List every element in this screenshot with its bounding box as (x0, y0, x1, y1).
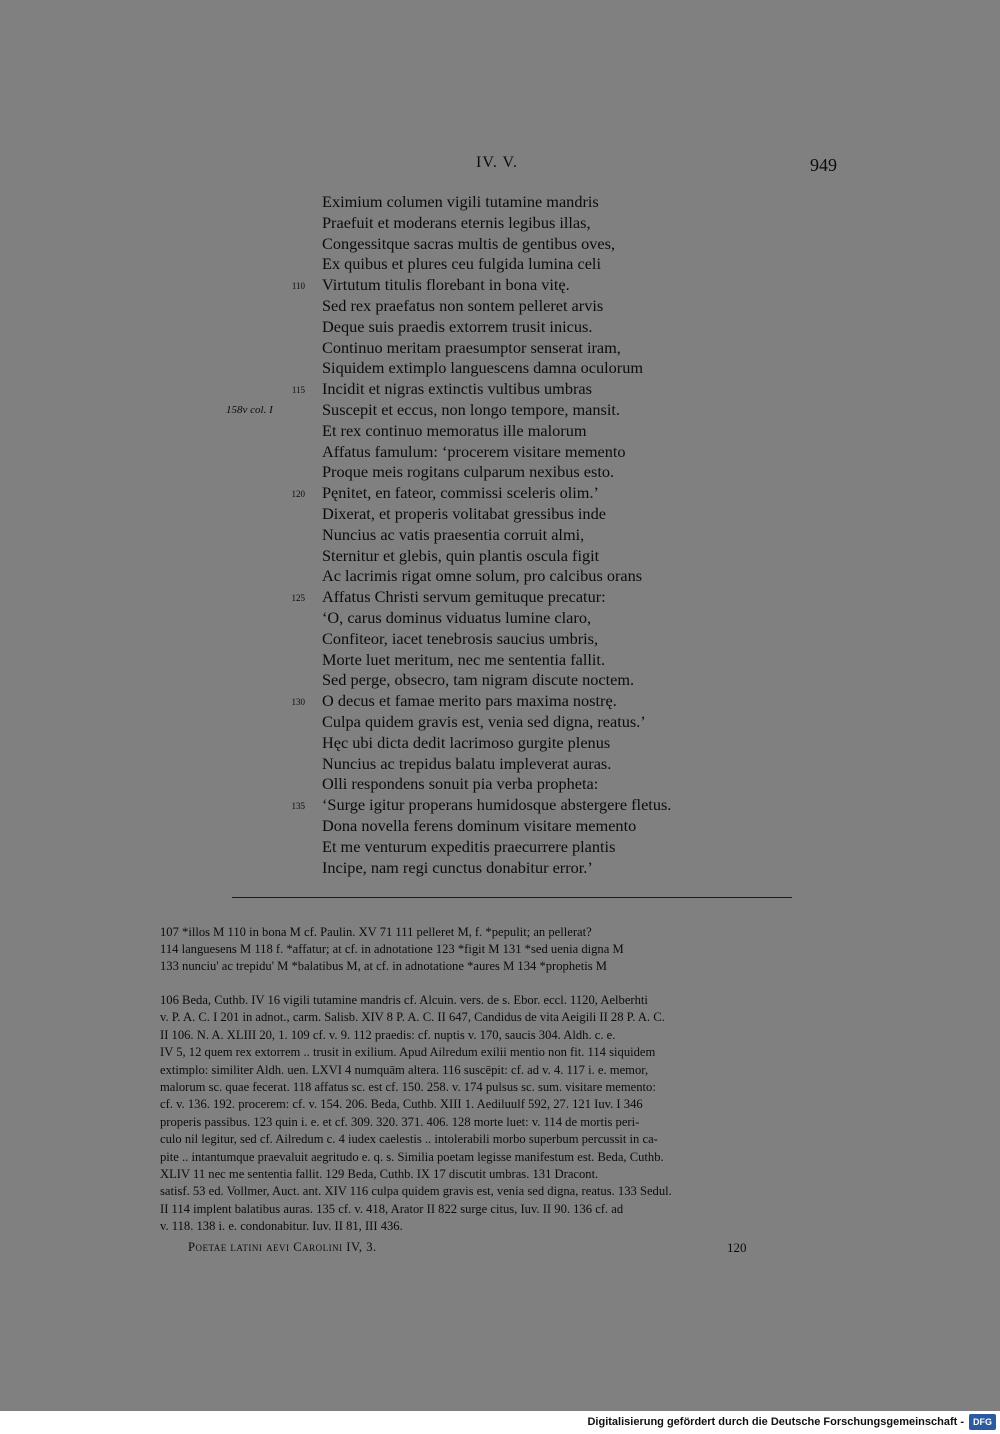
commentary-line: malorum sc. quae fecerat. 118 affatus sc. est cf. 150. 258. v. 174 pulsus sc. sum. visitare memento: (160, 1080, 656, 1095)
commentary-line: IV 5, 12 quem rex extorrem .. trusit in exilium. Apud Ailredum exilii mentio non fit. 114 siquidem (160, 1045, 656, 1060)
verse-text: Nuncius ac vatis praesentia corruit almi, (322, 524, 585, 544)
verse-line (322, 421, 822, 442)
line-number: 110 (291, 281, 305, 292)
commentary-line: pite .. intantumque praevaluit aegritudo e. q. s. Similia poetam legisse manifestum est. Beda, Cuthb. (160, 1149, 664, 1164)
verse-text: Sed perge, obsecro, tam nigram discute noctem. (322, 670, 635, 690)
verse-line (291, 795, 822, 816)
commentary-line: 106 Beda, Cuthb. IV 16 vigili tutamine mandris cf. Alcuin. vers. de s. Ebor. eccl. 1120, Aelberhti (160, 993, 648, 1007)
verse-line (291, 691, 822, 712)
commentary-line: culo nil legitur, sed cf. Ailredum c. 4 iudex caelestis .. intolerabili morbo superbum percussit in ca- (160, 1132, 658, 1147)
verse-line (322, 234, 822, 255)
apparatus-line: 107 *illos M 110 in bona M cf. Paulin. XV 71 111 pelleret M, f. *pepulit; an pellerat? (160, 925, 592, 939)
verse-line (322, 546, 822, 567)
verse-text: Incidit et nigras extinctis vultibus umbras (322, 379, 592, 399)
verse-text: Morte luet meritum, nec me sententia fallit. (322, 649, 606, 669)
verse-text: Affatus famulum: ‘procerem visitare memento (322, 441, 626, 461)
commentary-line: XLIV 11 nec me sententia fallit. 129 Beda, Cuthb. IX 17 discutit umbras. 131 Dracont. (160, 1167, 599, 1182)
dfg-logo: DFG (969, 1414, 996, 1430)
verse-text: Congessitque sacras multis de gentibus oves, (322, 233, 616, 253)
verse-text: Dona novella ferens dominum visitare memento (322, 815, 637, 835)
verse-text: Ex quibus et plures ceu fulgida lumina celi (322, 254, 601, 274)
verse-line (322, 192, 822, 213)
verse-line (322, 754, 822, 775)
verse-text: Confiteor, iacet tenebrosis saucius umbris, (322, 628, 599, 648)
line-number: 125 (291, 593, 305, 604)
commentary-line: v. 118. 138 i. e. condonabitur. Iuv. II 81, III 436. (160, 1219, 403, 1234)
verse-text: Siquidem extimplo languescens damna oculorum (322, 358, 644, 378)
critical-apparatus (160, 924, 835, 975)
verse-line (322, 358, 822, 379)
verse-text: Pęnitet, en fateor, commissi sceleris olim.’ (322, 483, 599, 503)
verse-line (322, 670, 822, 691)
commentary-notes (160, 992, 835, 1236)
verse-line (322, 442, 822, 463)
signature-line: Poetae latini aevi Carolini IV, 3. (188, 1240, 377, 1254)
verse-line (322, 650, 822, 671)
line-number: 115 (291, 385, 305, 396)
verse-text: Proque meis rogitans culparum nexibus esto. (322, 462, 615, 482)
verse-line (322, 338, 822, 359)
verse-text: Incipe, nam regi cunctus donabitur error.’ (322, 857, 593, 877)
verse-text: Culpa quidem gravis est, venia sed digna, reatus.’ (322, 711, 646, 731)
verse-text: Deque suis praedis extorrem trusit inicus. (322, 316, 593, 336)
verse-line (322, 296, 822, 317)
verse-text: Praefuit et moderans eternis legibus illas, (322, 212, 591, 232)
verse-line (291, 379, 822, 400)
verse-block (226, 192, 822, 878)
verse-line (322, 816, 822, 837)
commentary-line: extimplo: similiter Aldh. uen. LXVI 4 numquām altera. 116 suscēpit: cf. ad v. 4. 117 i. e. memor, (160, 1062, 649, 1077)
verse-line (322, 837, 822, 858)
page-number: 949 (810, 155, 837, 175)
verse-text: Olli respondens sonuit pia verba propheta: (322, 774, 599, 794)
commentary-line: II 114 implent balatibus auras. 135 cf. v. 418, Arator II 822 surge citus, Iuv. II 90. 136 cf. ad (160, 1201, 624, 1216)
signature-number: 120 (727, 1240, 747, 1255)
verse-text: Continuo meritam praesumptor senserat iram, (322, 337, 621, 357)
line-number: 130 (291, 697, 305, 708)
verse-line (322, 504, 822, 525)
line-number: 135 (291, 801, 305, 812)
verse-line (322, 254, 822, 275)
verse-line (291, 275, 822, 296)
verse-line (322, 213, 822, 234)
verse-text: Et rex continuo memoratus ille malorum (322, 420, 587, 440)
verse-text: Ac lacrimis rigat omne solum, pro calcibus orans (322, 566, 643, 586)
apparatus-line: 133 nunciu' ac trepidu' M *balatibus M, at cf. in adnotatione *aures M 134 *prophetis M (160, 959, 607, 973)
verse-line (322, 629, 822, 650)
verse-text: O decus et famae merito pars maxima nostrę. (322, 691, 617, 711)
verse-line (322, 608, 822, 629)
verse-text: Nuncius ac trepidus balatu impleverat auras. (322, 753, 612, 773)
margin-note: 158v col. I (226, 403, 273, 416)
verse-text: Suscepit et eccus, non longo tempore, mansit. (322, 399, 620, 419)
verse-line (291, 483, 822, 504)
footer-credit: Digitalisierung gefördert durch die Deutsche Forschungsgemeinschaft - (587, 1416, 964, 1428)
verse-text: ‘Surge igitur properans humidosque abstergere fletus. (322, 795, 672, 815)
verse-text: ‘O, carus dominus viduatus lumine claro, (322, 607, 592, 627)
verse-line (322, 712, 822, 733)
footer-bar (0, 1411, 1000, 1434)
verse-line (322, 858, 822, 879)
apparatus-line: 114 languesens M 118 f. *affatur; at cf. in adnotatione 123 *figit M 131 *sed uenia digna M (160, 942, 624, 956)
verse-line (226, 399, 822, 421)
verse-text: Virtutum titulis florebant in bona vitę. (322, 275, 570, 295)
verse-line (322, 774, 822, 795)
verse-text: Hęc ubi dicta dedit lacrimoso gurgite plenus (322, 732, 611, 752)
commentary-line: II 106. N. A. XLIII 20, 1. 109 cf. v. 9. 112 praedis: cf. nuptis v. 170, saucis 304. Aldh. c. e. (160, 1027, 616, 1042)
commentary-line: cf. v. 136. 192. procerem: cf. v. 154. 206. Beda, Cuthb. XIII 1. Aediluulf 592, 27. 121 Iuv. I 346 (160, 1097, 643, 1112)
verse-line (322, 317, 822, 338)
verse-text: Sternitur et glebis, quin plantis oscula figit (322, 545, 600, 565)
verse-line (322, 462, 822, 483)
commentary-line: v. P. A. C. I 201 in adnot., carm. Salisb. XIV 8 P. A. C. II 647, Candidus de vita Aeigili II 28 P. A. C. (160, 1010, 665, 1025)
verse-line (322, 525, 822, 546)
verse-text: Dixerat, et properis volitabat gressibus inde (322, 503, 606, 523)
verse-text: Et me venturum expeditis praecurrere plantis (322, 836, 616, 856)
commentary-line: satisf. 53 ed. Vollmer, Auct. ant. XIV 116 culpa quidem gravis est, venia sed digna, reatus. 133 Sedul. (160, 1184, 672, 1199)
verse-line (322, 733, 822, 754)
running-head: IV. V. (476, 154, 519, 171)
line-number: 120 (291, 489, 305, 500)
verse-line (322, 566, 822, 587)
verse-line (291, 587, 822, 608)
commentary-line: properis passibus. 123 quin i. e. et cf. 309. 320. 371. 406. 128 morte luet: v. 114 de mortis peri- (160, 1114, 640, 1129)
verse-text: Sed rex praefatus non sontem pelleret arvis (322, 295, 604, 315)
verse-text: Affatus Christi servum gemituque precatur: (322, 587, 606, 607)
separator-rule (232, 897, 792, 898)
verse-text: Eximium columen vigili tutamine mandris (322, 192, 599, 211)
